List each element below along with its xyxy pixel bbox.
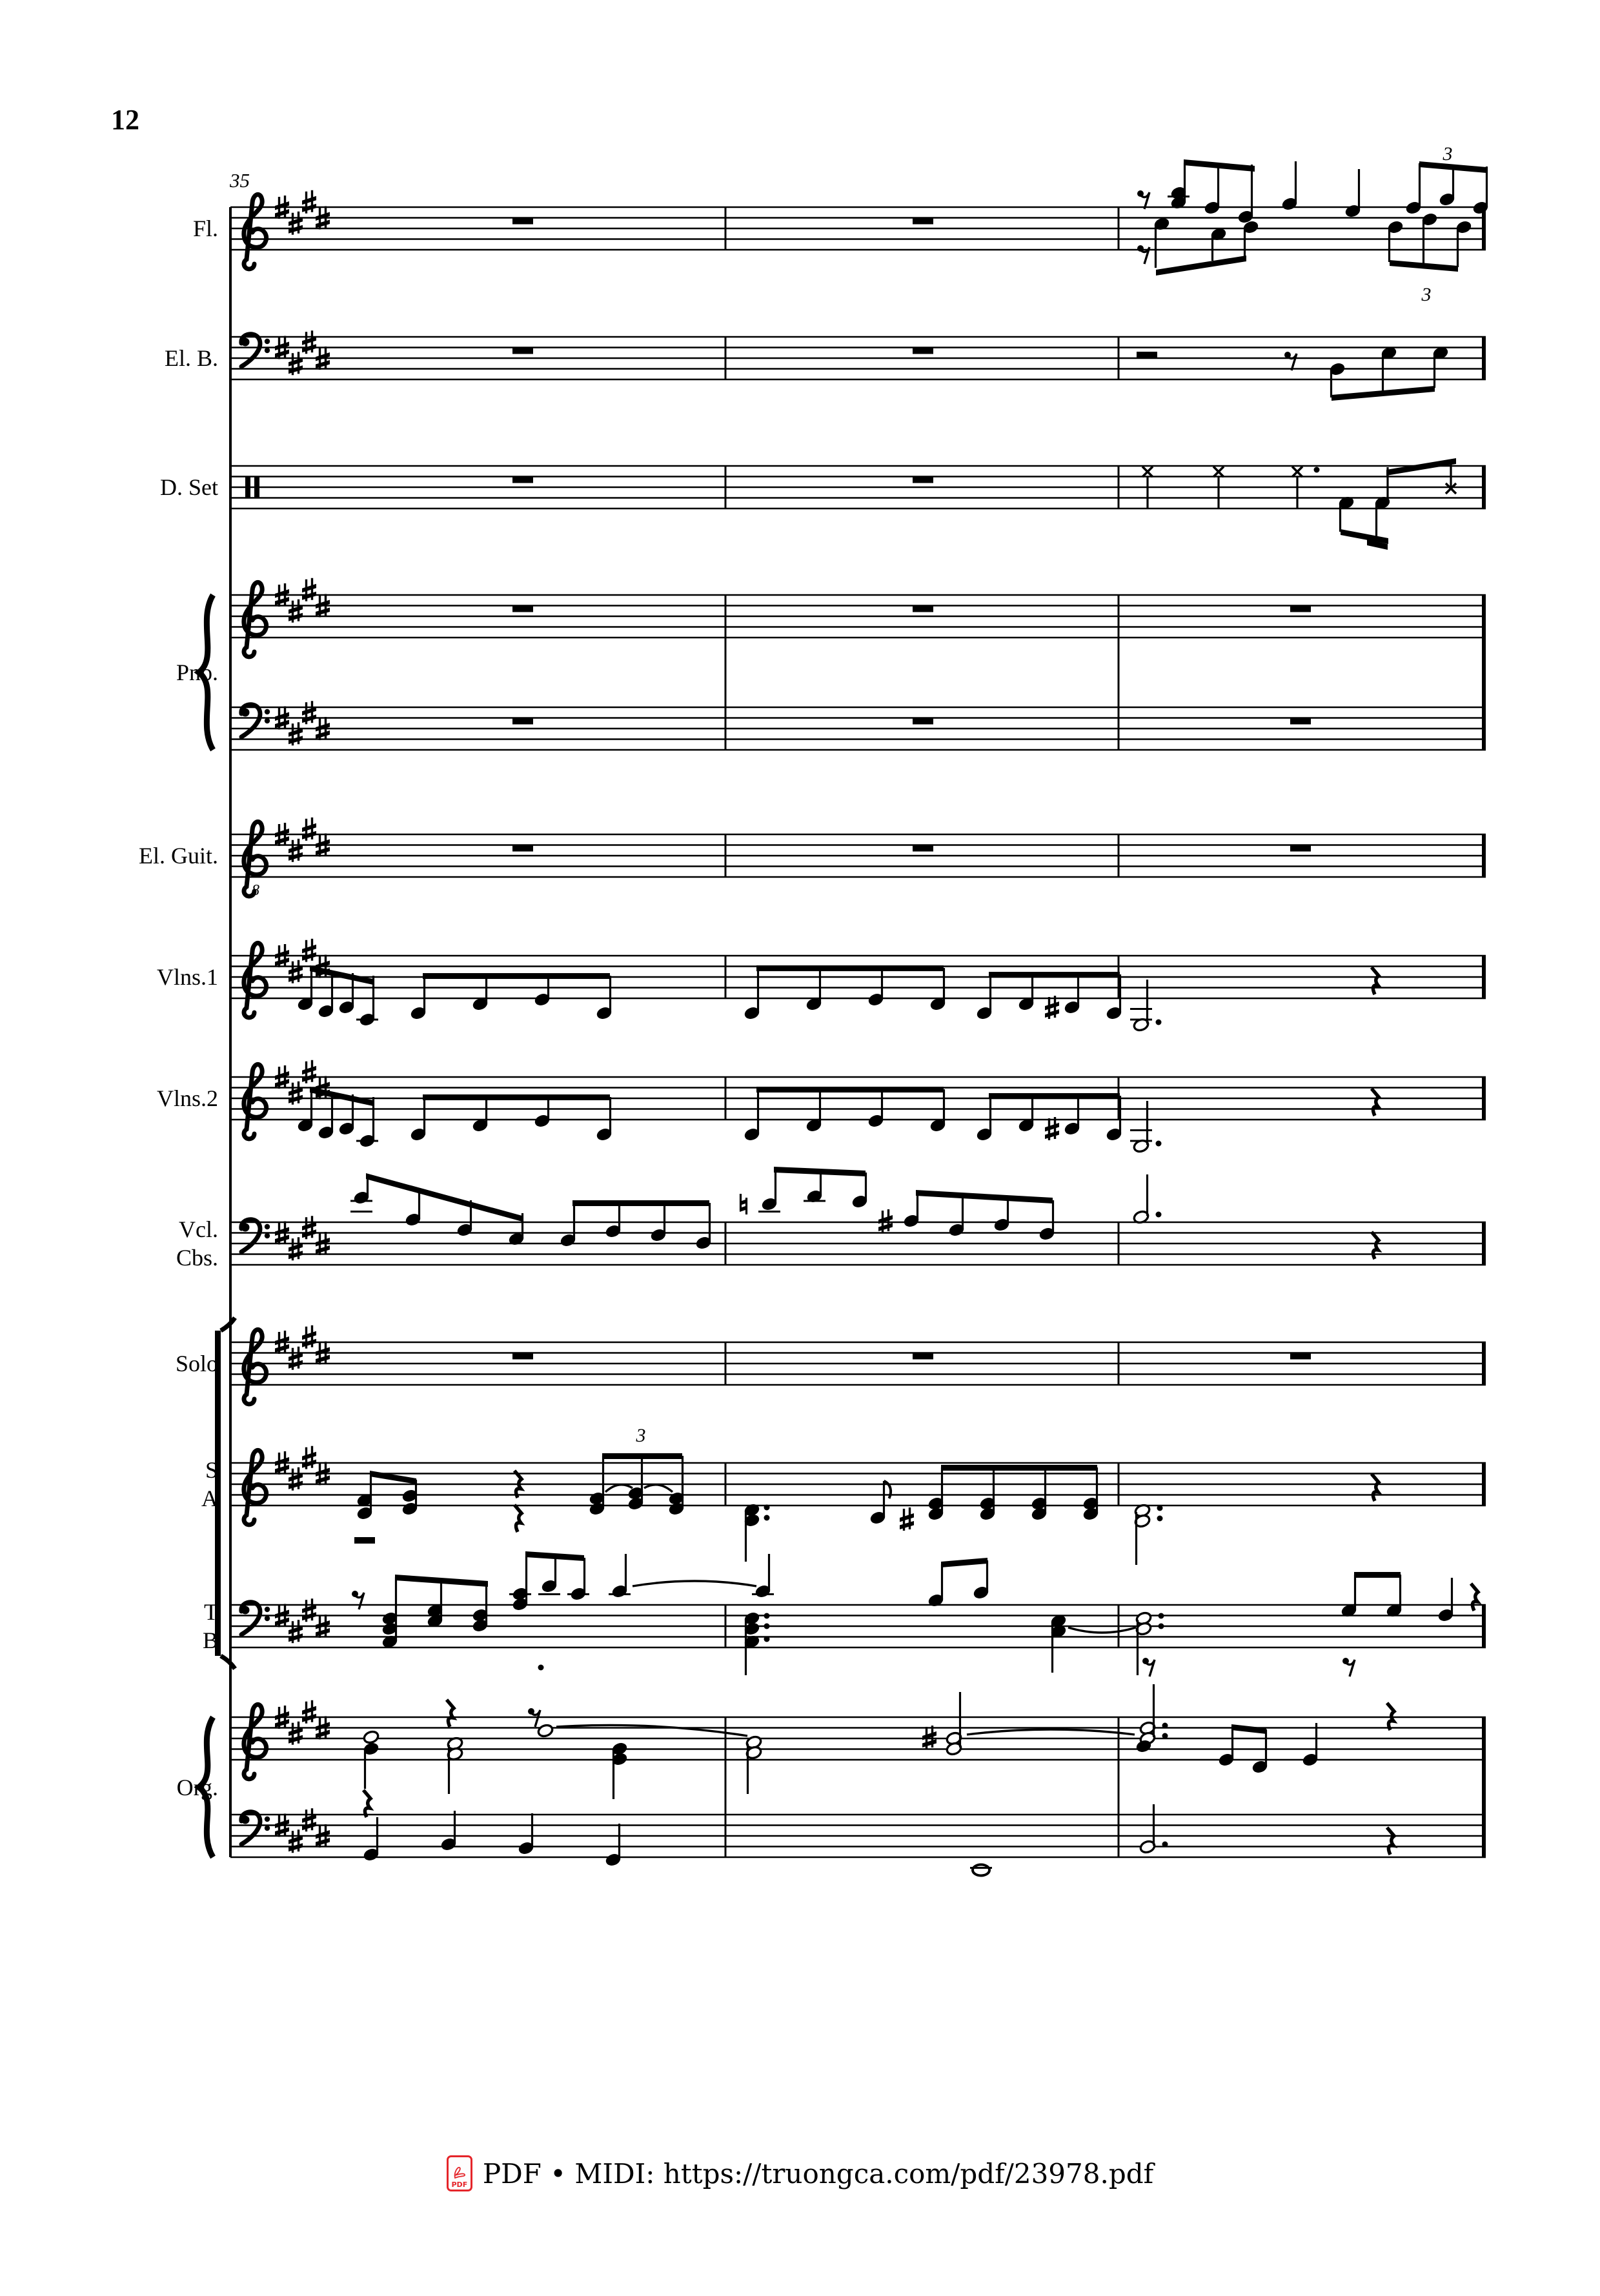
footer-link[interactable]: PDF • MIDI: https://truongca.com/pdf/23978.pdf xyxy=(482,2157,1154,2190)
pdf-icon-label: PDF xyxy=(451,2180,468,2189)
footer xyxy=(0,2155,1600,2191)
tuplet-number: 3 xyxy=(1443,143,1453,165)
staff-label-fl: Fl. xyxy=(192,216,218,241)
staff-label-dset: D. Set xyxy=(160,474,218,500)
staff-label-tb: T B xyxy=(202,1599,218,1653)
staff-label-sa: S A xyxy=(201,1457,218,1511)
pdf-curl-icon xyxy=(452,2165,467,2180)
staff-label-vcl: Vcl. Cbs. xyxy=(176,1216,218,1271)
page-number: 12 xyxy=(111,104,139,136)
measure-number: 35 xyxy=(230,169,250,192)
staff-label-group-1: Org. xyxy=(176,1775,218,1800)
staff-label-vlns2: Vlns.2 xyxy=(156,1085,218,1111)
staff-label-elb: El. B. xyxy=(164,345,218,371)
tuplet-number: 3 xyxy=(1421,284,1432,305)
tuplet-number: 3 xyxy=(636,1425,646,1446)
pdf-file-icon xyxy=(447,2155,472,2191)
octave-8-mark: 8 xyxy=(252,882,259,899)
staff-label-elguit: El. Guit. xyxy=(139,843,218,869)
staff-label-vlns1: Vlns.1 xyxy=(156,964,218,990)
staff-label-solo: Solo xyxy=(175,1351,218,1376)
staff-label-group-0: Pno. xyxy=(176,660,218,685)
